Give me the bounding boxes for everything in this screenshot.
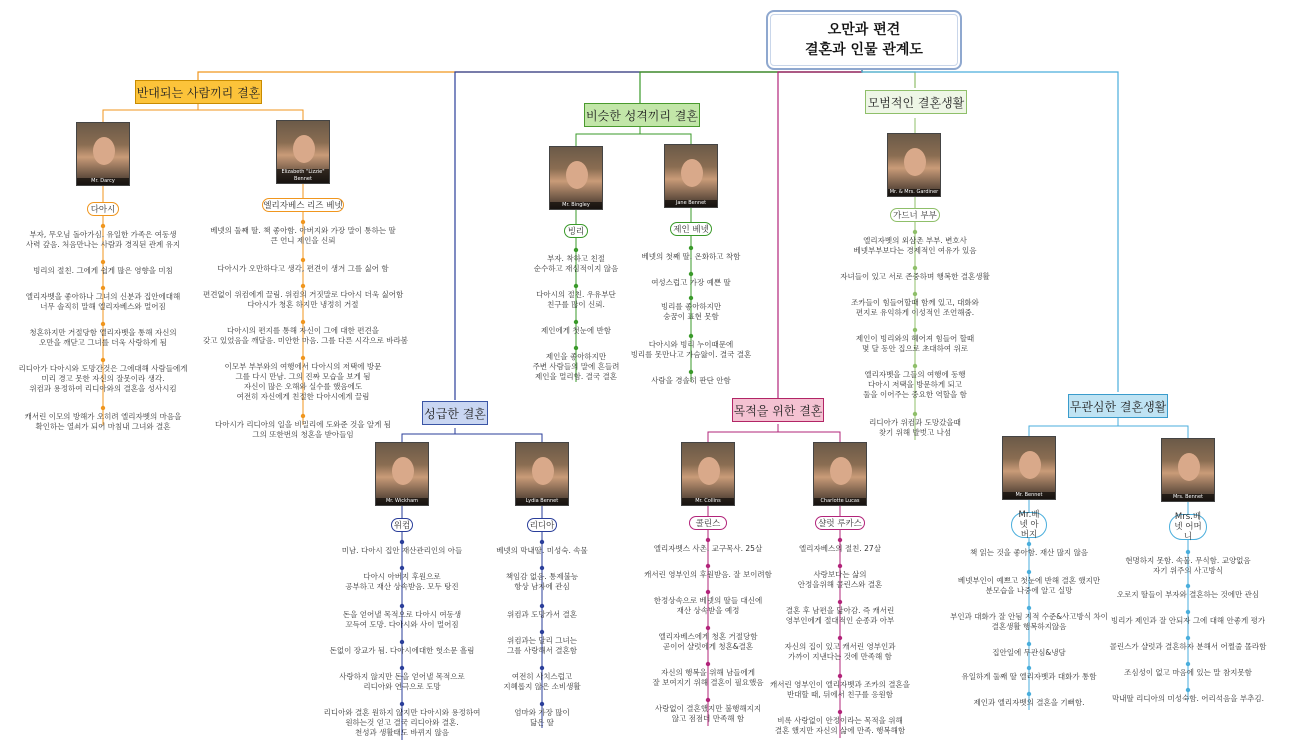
portrait-jane	[664, 144, 718, 208]
note-connector-dot	[706, 662, 710, 666]
note-line: 꼬득여 도망. 다아시와 사이 멀어짐	[345, 620, 459, 629]
category-model[interactable]: 모범적인 결혼생활	[865, 90, 967, 114]
note-connector-dot	[706, 538, 710, 542]
note-line: 자신이 많은 오해와 실수를 했음에도	[243, 382, 363, 391]
face-shape	[698, 457, 720, 485]
name-pill-jane[interactable]: 제인 베넷	[670, 222, 712, 236]
note-line: 둘을 이어주는 중요한 역할을 함	[863, 390, 967, 399]
note-line: 주변 사람들의 말에 흔들려	[532, 362, 620, 371]
note-connector-dot	[101, 406, 105, 410]
category-opposite[interactable]: 반대되는 사람끼리 결혼	[135, 80, 262, 104]
note-connector-dot	[913, 292, 917, 296]
note-line: 리디아와 결혼 원하지 않지만 다아시와 용정하여	[323, 708, 481, 717]
note-line: 항상 남자에 관심	[514, 582, 570, 591]
note-line: 닮은 딸	[529, 718, 555, 727]
note-line: 다아시의 절친. 우유부단	[536, 290, 616, 299]
note-line: 여성스럽고 가장 예쁜 딸	[651, 278, 731, 287]
note-line: 위컴과는 달리 그녀는	[507, 636, 577, 645]
note-line: 자신의 집이 있고 캐서린 영부인과	[784, 642, 896, 651]
note-connector-dot	[101, 286, 105, 290]
note-elizabeth-4	[203, 326, 408, 346]
note-line: 제인을 멀리함. 결국 결혼	[535, 372, 617, 381]
category-similar[interactable]: 비슷한 성격끼리 결혼	[584, 103, 700, 127]
note-line: 제인을 좋아하지만	[545, 352, 607, 361]
note-line: 다아시가 청혼 하지만 냉정히 거절	[247, 300, 359, 309]
note-line: 그의 또한번의 청혼을 받아들임	[252, 430, 354, 439]
note-line: 제인이 빙리와의 헤어져 힘들어 할때	[855, 334, 975, 343]
note-line: 막내딸 리디아의 미성숙함. 어리석음을 부추김.	[1112, 694, 1264, 703]
note-mrsbennet-2	[1088, 590, 1288, 600]
note-line: 않고 점점더 만족해 함	[671, 714, 745, 723]
note-connector-dot	[400, 566, 404, 570]
face-shape	[904, 148, 926, 176]
note-line: 다아시 저택을 방문하게 되고	[867, 380, 963, 389]
note-line: 분모습을 나중에 알고 실망	[985, 586, 1073, 595]
note-mrsbennet-6	[1088, 694, 1288, 704]
note-line: 편견없이 위컴에게 끌림. 위컴의 거짓말로 다아시 더욱 싫어함	[203, 290, 404, 299]
note-connector-dot	[689, 272, 693, 276]
note-line: 결혼 했지만 자신의 삶에 만족. 행복해함	[774, 726, 906, 735]
face-shape	[1178, 453, 1200, 481]
note-line: 결혼 후 남편을 닮아감. 즉 캐서린	[785, 606, 895, 615]
note-darcy-2	[3, 266, 203, 276]
note-line: 베넷부인이 예쁘고 첫눈에 반해 결혼 했지만	[957, 576, 1101, 585]
note-connector-dot	[1027, 570, 1031, 574]
note-line: 다아시가 리디아의 일을 비밀리에 도와준 것을 알게 됨	[214, 420, 392, 429]
note-mrsbennet-5	[1088, 668, 1288, 678]
portrait-caption: Elizabeth "Lizzie" Bennet	[277, 169, 329, 183]
note-charlotte-4	[740, 642, 940, 662]
note-connector-dot	[706, 590, 710, 594]
note-connector-dot	[1027, 692, 1031, 696]
note-line: 엘리자베스에게 청혼 거절당함	[658, 632, 758, 641]
note-charlotte-6	[740, 716, 940, 736]
note-line: 사력 갚음. 처음만나는 사람과 경직된 관계 유지	[25, 240, 181, 249]
note-line: 반대할 때, 뒤에서 친구를 응원함	[786, 690, 894, 699]
note-line: 리디아가 다아시와 도망간것은 그에대해 사람들에게	[18, 364, 188, 373]
portrait-caption: Mr. Bennet	[1003, 492, 1055, 499]
portrait-caption: Mrs. Bennet	[1162, 494, 1214, 501]
note-connector-dot	[540, 566, 544, 570]
portrait-mrs-bennet	[1161, 438, 1215, 502]
note-elizabeth-6	[203, 420, 403, 440]
category-purpose[interactable]: 목적을 위한 결혼	[732, 398, 824, 422]
note-line: 부자, 무오님 돌아가심. 유일한 가족은 여동생	[29, 230, 177, 239]
note-connector-dot	[301, 220, 305, 224]
note-connector-dot	[101, 322, 105, 326]
portrait-caption: Mr. Collins	[682, 498, 734, 505]
note-line: 돈을 얻어낼 목적으로 다아시 여동생	[342, 610, 462, 619]
note-line: 부인과 대화가 잘 안됨 지적 수준&사고방식 차이	[950, 612, 1108, 621]
face-shape	[532, 457, 554, 485]
note-line: 위컴과 도망가서 결혼	[507, 610, 577, 619]
note-line: 편지로 유익하게 이성적인 조언해줌.	[855, 308, 975, 317]
note-elizabeth-1	[203, 226, 403, 246]
name-pill-collins[interactable]: 콜린스	[689, 516, 727, 530]
note-mrsbennet-3	[1088, 616, 1288, 626]
note-line: 그를 다시 만남. 그의 진짜 모습을 보게 됨	[235, 372, 371, 381]
note-connector-dot	[400, 666, 404, 670]
note-line: 공부하고 재산 상속받음. 모두 탕진	[345, 582, 459, 591]
note-gardiner-5	[815, 370, 1015, 400]
note-connector-dot	[838, 710, 842, 714]
note-line: 책 읽는 것을 좋아함. 재산 많지 않음	[969, 548, 1089, 557]
note-line: 친구를 많이 신뢰.	[547, 300, 605, 309]
note-connector-dot	[913, 364, 917, 368]
note-connector-dot	[1186, 584, 1190, 588]
note-bingley-3	[476, 326, 676, 336]
note-connector-dot	[301, 356, 305, 360]
note-line: 엘리자벳을 좋아하나 그녀의 신분과 집안에대해	[25, 292, 181, 301]
note-connector-dot	[574, 320, 578, 324]
note-connector-dot	[574, 346, 578, 350]
note-jane-3	[591, 302, 791, 322]
note-line: 큰 언니 제인을 신뢰	[270, 236, 336, 245]
note-connector-dot	[1186, 662, 1190, 666]
portrait-caption: Mr. & Mrs. Gardiner	[889, 189, 939, 195]
note-jane-2	[591, 278, 791, 288]
note-connector-dot	[689, 370, 693, 374]
note-gardiner-4	[815, 334, 1015, 354]
note-line: 천성과 생활태도 바뀌지 않음	[354, 728, 450, 737]
face-shape	[293, 135, 315, 163]
portrait-caption: Mr. Wickham	[376, 498, 428, 505]
note-connector-dot	[540, 702, 544, 706]
note-connector-dot	[1027, 606, 1031, 610]
note-gardiner-2	[815, 272, 1015, 282]
note-charlotte-1	[740, 544, 940, 554]
note-connector-dot	[400, 702, 404, 706]
note-connector-dot	[689, 334, 693, 338]
note-line: 빙리가 제인과 잘 안되자 그에 대해 안좋게 평가	[1110, 616, 1266, 625]
note-connector-dot	[574, 248, 578, 252]
title-line-1: 오만과 편견	[827, 22, 901, 38]
portrait-bingley	[549, 146, 603, 210]
note-line: 베넷의 둘째 딸. 책 좋아함. 아버지와 가장 말이 통하는 딸	[210, 226, 396, 235]
note-line: 원하는것 얻고 결국 리디아와 결혼.	[345, 718, 459, 727]
note-connector-dot	[1027, 666, 1031, 670]
note-line: 확인하는 열쇠가 되어 마침내 그녀와 결혼	[35, 422, 171, 431]
note-line: 미남. 다아시 집안 재산관리인의 아들	[341, 546, 463, 555]
portrait-gardiner	[887, 133, 941, 197]
note-line: 자신의 행복을 위해 남들에게	[660, 668, 756, 677]
name-pill-darcy[interactable]: 다아시	[87, 202, 119, 216]
note-line: 조심성이 없고 마음에 있는 말 참지못함	[1124, 668, 1252, 677]
name-pill-mrs-bennet[interactable]: Mrs.베넷 어머니	[1169, 514, 1207, 540]
note-gardiner-6	[815, 418, 1015, 438]
note-line: 안정을위해 콜린스와 결혼	[797, 580, 883, 589]
note-line: 다아시가 오만하다고 생각, 편견이 생겨 그를 싫어 함	[217, 264, 389, 273]
face-shape	[681, 159, 703, 187]
note-elizabeth-3	[203, 290, 403, 310]
note-line: 청혼하지만 거절당함 엘리자벳을 통해 자신의	[29, 328, 177, 337]
portrait-caption: Lydia Bennet	[516, 498, 568, 505]
note-gardiner-3	[815, 298, 1015, 318]
portrait-caption: Mr. Darcy	[77, 178, 129, 185]
note-line: 너무 솔직히 말해 엘리자베스와 멀어짐	[40, 302, 166, 311]
note-line: 결혼생활 행복하지않음	[991, 622, 1067, 631]
note-elizabeth-2	[203, 264, 403, 274]
note-connector-dot	[101, 224, 105, 228]
note-darcy-4	[3, 328, 203, 348]
note-connector-dot	[1027, 642, 1031, 646]
note-connector-dot	[913, 412, 917, 416]
note-line: 리디아와 연극으로 도망	[363, 682, 441, 691]
note-connector-dot	[1186, 550, 1190, 554]
name-pill-gardiner[interactable]: 가드너 부부	[890, 208, 940, 222]
portrait-collins	[681, 442, 735, 506]
note-line: 캐서린 이모의 방해가 오히려 엘리자벳의 마음을	[24, 412, 182, 421]
note-darcy-6	[3, 412, 203, 432]
name-pill-lydia[interactable]: 리디아	[527, 518, 557, 532]
note-connector-dot	[301, 284, 305, 288]
portrait-darcy	[76, 122, 130, 186]
note-line: 책임감 없음. 통제불능	[505, 572, 579, 581]
portrait-caption: Charlotte Lucas	[814, 498, 866, 505]
note-line: 오로지 딸들이 부자와 결혼하는 것에만 관심	[1116, 590, 1260, 599]
note-charlotte-3	[740, 606, 940, 626]
note-connector-dot	[838, 538, 842, 542]
note-connector-dot	[540, 666, 544, 670]
note-connector-dot	[540, 540, 544, 544]
name-pill-charlotte[interactable]: 샬럿 루카스	[815, 516, 865, 530]
note-line: 리디아가 위컴과 도망갔을때	[869, 418, 961, 427]
note-line: 위컴과 용정하여 리디아와의 결혼을 성사시킴	[29, 384, 177, 393]
note-connector-dot	[689, 246, 693, 250]
note-connector-dot	[706, 564, 710, 568]
portrait-elizabeth	[276, 120, 330, 184]
note-line: 제인에게 첫눈에 반함	[541, 326, 611, 335]
note-line: 다아시 아버지 후원으로	[363, 572, 441, 581]
note-line: 돈없이 장교가 됨. 다아시에대한 헛소문 흘림	[329, 646, 475, 655]
name-pill-wickham[interactable]: 위컴	[391, 518, 413, 532]
note-mrsbennet-1	[1088, 556, 1288, 576]
note-line: 미리 경고 못한 자신의 잘못이라 생각.	[41, 374, 165, 383]
note-line: 영부인에게 절대적인 순종과 아부	[785, 616, 895, 625]
note-connector-dot	[838, 674, 842, 678]
note-line: 빙리를 못만나고 가슴앓이. 결국 결혼	[630, 350, 752, 359]
note-mrsbennet-4	[1088, 642, 1288, 652]
note-line: 비록 사랑없이 안정이라는 목적을 위해	[777, 716, 903, 725]
name-pill-mr-bennet[interactable]: Mr.베넷 아버지	[1011, 512, 1047, 538]
face-shape	[566, 161, 588, 189]
note-line: 여전히 자신에게 친절한 다아시에게 끌림	[236, 392, 370, 401]
name-pill-elizabeth[interactable]: 엘리자베스 리즈 베넷	[262, 198, 344, 212]
note-connector-dot	[913, 328, 917, 332]
note-line: 엘리자베스의 절친. 27살	[799, 544, 881, 553]
note-line: 빙리를 좋아하지만	[660, 302, 722, 311]
note-connector-dot	[540, 604, 544, 608]
note-line: 사람을 경솔히 판단 안함	[651, 376, 731, 385]
note-connector-dot	[1186, 688, 1190, 692]
note-gardiner-1	[815, 236, 1015, 256]
note-line: 자녀들이 있고 서로 존중하며 행복한 결혼생활	[840, 272, 990, 281]
face-shape	[93, 137, 115, 165]
note-line: 다아시와 빙리 누이때문에	[648, 340, 734, 349]
note-connector-dot	[838, 600, 842, 604]
note-connector-dot	[913, 266, 917, 270]
note-line: 베넷의 막내딸. 미성숙. 속물	[496, 546, 588, 555]
note-line: 곧이어 샬럿에게 청혼&결혼	[662, 642, 754, 651]
note-connector-dot	[838, 636, 842, 640]
portrait-lydia	[515, 442, 569, 506]
note-connector-dot	[301, 258, 305, 262]
note-line: 순수하고 재심적이지 않음	[533, 264, 619, 273]
note-line: 베넷의 첫째 딸. 온화하고 착함	[641, 252, 741, 261]
note-line: 가까이 지낸다는 것에 만족해 함	[788, 652, 892, 661]
note-line: 한정상속으로 베넷의 딸들 대신에	[653, 596, 763, 605]
note-connector-dot	[1186, 610, 1190, 614]
title-line-2: 결혼과 인물 관계도	[805, 42, 923, 58]
portrait-caption: Jane Bennet	[665, 200, 717, 207]
note-connector-dot	[301, 414, 305, 418]
note-connector-dot	[400, 604, 404, 608]
diagram-title	[766, 10, 962, 70]
note-line: 찾기 위해 발벗고 나섬	[878, 428, 952, 437]
note-line: 엄마와 가장 많이	[514, 708, 570, 717]
note-connector-dot	[301, 320, 305, 324]
note-line: 다아시의 편지를 통해 자신이 그에 대한 편견을	[227, 326, 379, 335]
note-connector-dot	[400, 540, 404, 544]
note-line: 숭꿈이 표현 못함	[663, 312, 719, 321]
note-line: 엘리자벳을 그들의 여행에 동행	[864, 370, 966, 379]
note-line: 그를 사랑해서 결혼함	[507, 646, 577, 655]
note-jane-5	[591, 376, 791, 386]
note-line: 몇 달 동안 집으로 초대하여 위로	[861, 344, 969, 353]
note-connector-dot	[574, 284, 578, 288]
note-line: 캐서린 영부인이 엘리자벳과 조카의 결혼을	[770, 680, 910, 689]
note-line: 집안일에 무관심&냉담	[992, 648, 1066, 657]
portrait-charlotte	[813, 442, 867, 506]
note-line: 콜린스가 샬럿과 결혼하자 분해서 어쩔줄 몰라함	[1109, 642, 1267, 651]
note-line: 갖고 있었음을 깨달음. 미안한 마음. 그를 다른 시각으로 바라봄	[203, 336, 408, 345]
note-charlotte-2	[740, 570, 940, 590]
note-charlotte-5	[740, 680, 940, 700]
note-connector-dot	[838, 564, 842, 568]
note-connector-dot	[540, 630, 544, 634]
note-darcy-5	[3, 364, 203, 394]
note-line: 사랑없이 결혼했지만 불행해지지	[654, 704, 762, 713]
note-line: 엘리자벳의 외삼촌 부부. 변호사	[863, 236, 967, 245]
note-line: 여전히 사치스럽고	[511, 672, 573, 681]
note-connector-dot	[913, 230, 917, 234]
note-line: 사랑하지 않지만 돈을 얻어낼 목적으로	[339, 672, 465, 681]
note-connector-dot	[101, 260, 105, 264]
note-jane-1	[591, 252, 791, 262]
note-darcy-1	[3, 230, 203, 250]
note-line: 재산 상속받을 예정	[676, 606, 740, 615]
note-connector-dot	[689, 296, 693, 300]
note-line: 베넷부부보다는 경제적인 여유가 있음	[853, 246, 977, 255]
note-jane-4	[591, 340, 791, 360]
note-line: 유일하게 둘째 딸 엘리자벳과 대화가 통함	[961, 672, 1097, 681]
note-connector-dot	[1027, 542, 1031, 546]
note-line: 현명하지 못함. 속물. 무식함. 교양없음	[1125, 556, 1251, 565]
note-line: 이모부 부부와의 여행에서 다아시의 저택에 방문	[224, 362, 382, 371]
face-shape	[392, 457, 414, 485]
category-indifferent[interactable]: 무관심한 결혼생활	[1068, 394, 1168, 418]
note-connector-dot	[101, 358, 105, 362]
note-line: 엘리자벳스 사촌. 교구목사. 25살	[653, 544, 763, 553]
note-connector-dot	[706, 626, 710, 630]
face-shape	[830, 457, 852, 485]
note-line: 부자. 착하고 친절	[547, 254, 605, 263]
note-line: 잘 보여지기 위해 결혼이 필요했음	[652, 678, 764, 687]
note-connector-dot	[400, 640, 404, 644]
portrait-caption: Mr. Bingley	[550, 202, 602, 209]
note-line: 오만을 깨닫고 그녀를 더욱 사랑하게 됨	[39, 338, 167, 347]
note-darcy-3	[3, 292, 203, 312]
category-hasty[interactable]: 성급한 결혼	[422, 401, 488, 425]
note-line: 빙리의 절친. 그에게 쉽게 많은 영향을 미침	[33, 266, 173, 275]
face-shape	[1019, 451, 1041, 479]
portrait-wickham	[375, 442, 429, 506]
note-line: 조카들이 힘들어할때 함께 있고, 대화와	[851, 298, 979, 307]
note-connector-dot	[1186, 636, 1190, 640]
note-line: 지혜롭지 않은 소비생활	[503, 682, 581, 691]
note-connector-dot	[706, 698, 710, 702]
note-line: 자기 위주의 사고방식	[1153, 566, 1223, 575]
note-line: 사랑보다는 삶의	[813, 570, 867, 579]
note-elizabeth-5	[203, 362, 403, 402]
note-line: 제인과 엘리자벳의 결혼을 기뻐함.	[973, 698, 1085, 707]
portrait-mr-bennet	[1002, 436, 1056, 500]
note-line: 캐서린 영부인의 후원받음. 잘 보이려함	[644, 570, 772, 579]
name-pill-bingley[interactable]: 빙리	[564, 224, 588, 238]
